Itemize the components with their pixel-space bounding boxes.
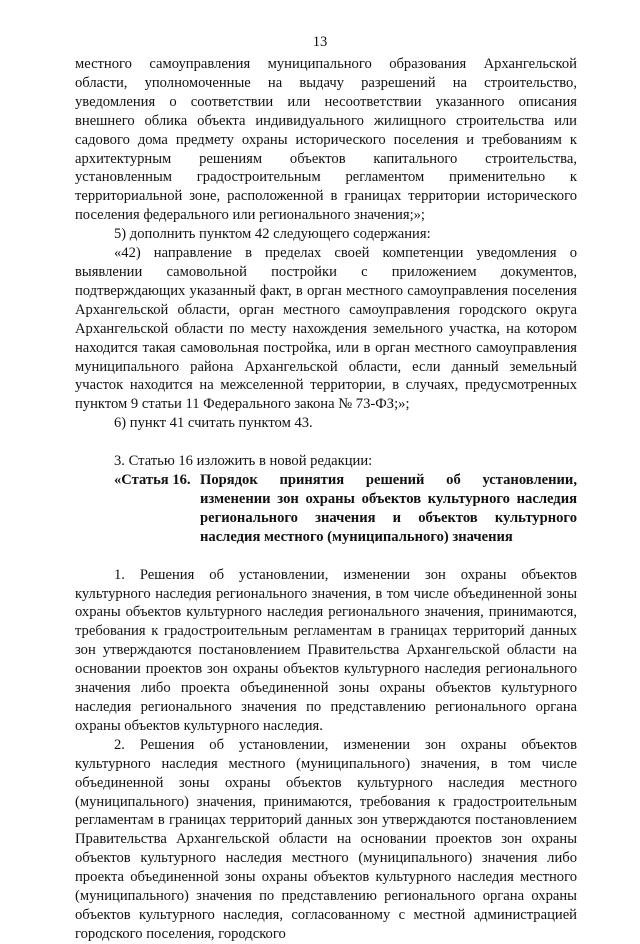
document-body <box>75 55 577 944</box>
page-number: 13 <box>312 34 328 50</box>
paragraph: 2. Решения об установлении, изменении зон охраны объектов культурного наследия местного (муниципального) значения, в том числе объединенной зоны охраны объектов культурного наследия местного (муниципального) значения, принимаются, требования к градостроительным регламентам в границах территорий данных зон утверждаются постановлением Правительства Архангельской области на основании проектов зон охраны объектов культурного наследия местного (муниципального) значения либо проекта объединенной зоны охраны объектов культурного наследия местного (муниципального) значения по представлению регионального органа охраны объектов культурного наследия, согласованному с местной администрацией городского поселения, городского <box>75 736 577 942</box>
article-heading <box>75 471 577 547</box>
paragraph: 1. Решения об установлении, изменении зон охраны объектов культурного наследия регионального значения, в том числе объединенной зоны охраны объектов культурного наследия регионального значения, принимаются, требования к градостроительным регламентам в границах территорий данных зон утверждаются постановлением Правительства Архангельской области на основании проектов зон охраны объектов культурного наследия регионального значения либо проекта объединенной зоны охраны объектов культурного наследия регионального значения по представлению регионального органа охраны объектов культурного наследия. <box>75 566 577 734</box>
top-paragraphs <box>75 55 577 433</box>
bottom-paragraphs <box>75 566 577 944</box>
article-title: Порядок принятия решений об установлении, изменении зон охраны объектов культурного наследия регионального значения и объектов культурного наследия местного (муниципального) значения <box>200 472 577 545</box>
article-label: «Статья 16. <box>114 472 191 489</box>
paragraph: «42) направление в пределах своей компетенции уведомления о выявлении самовольной постройки с приложением документов, подтверждающих указанный факт, в орган местного самоуправления поселения Архангельской области, орган местного самоуправления городского округа Архангельской области по месту нахождения земельного участка, на котором находится такая самовольная постройка, или в орган местного самоуправления муниципального района Архангельской области, если данный земельный участок находится на межселенной территории, в случаях, предусмотренных пунктом 9 статьи 11 Федерального закона № 73-ФЗ;»; <box>75 245 577 413</box>
paragraph-gap <box>75 547 577 566</box>
section-intro: 3. Статью 16 изложить в новой редакции: <box>114 453 373 470</box>
paragraph-gap <box>75 433 577 452</box>
paragraph: 6) пункт 41 считать пунктом 43. <box>114 415 313 432</box>
paragraph: 5) дополнить пунктом 42 следующего содержания: <box>114 226 431 243</box>
paragraph: местного самоуправления муниципального образования Архангельской области, уполномоченные на выдачу разрешений на строительство, уведомления о соответствии или несоответствии указанного описания внешнего облика объекта индивидуального жилищного строительства или садового дома предмету охраны исторического поселения и требованиям к архитектурным решениям объектов капитального строительства, установленным градостроительным регламентом применительно к территориальной зоне, расположенной в границах территории исторического поселения федерального или регионального значения;»; <box>75 56 577 224</box>
